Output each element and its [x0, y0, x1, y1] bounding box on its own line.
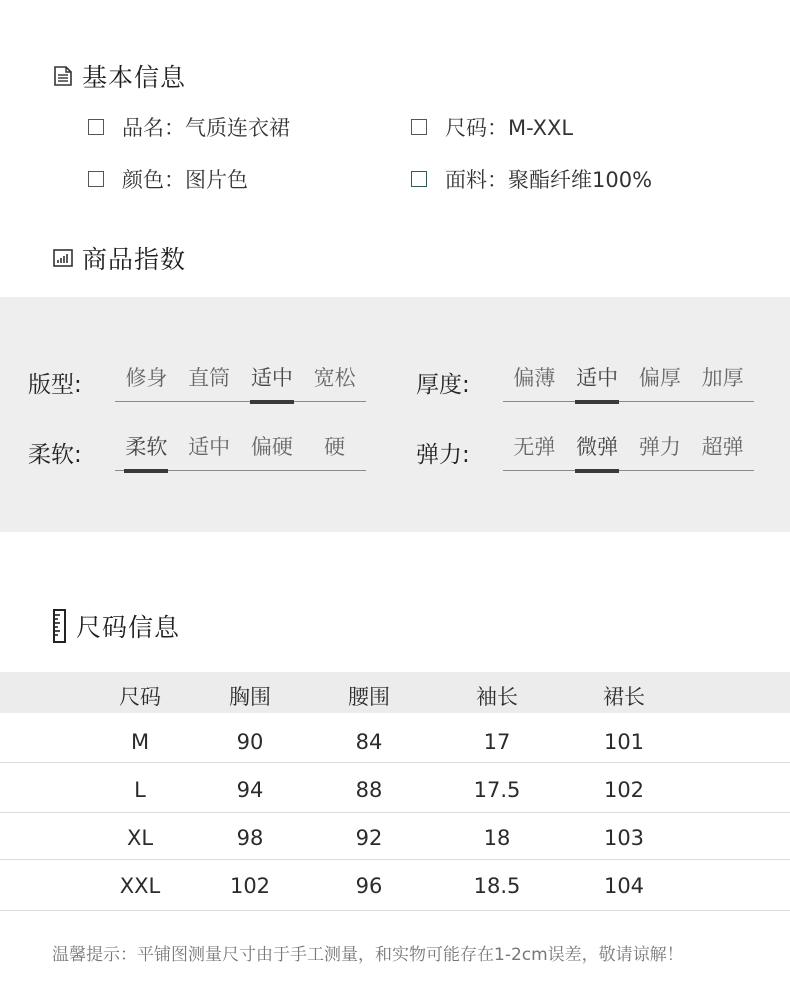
table-cell: 101 [603, 730, 645, 754]
basic-info-title: 基本信息 [82, 63, 187, 92]
index-options-thickness [503, 361, 754, 402]
index-option: 适中 [188, 435, 231, 459]
index-option: 加厚 [701, 366, 744, 390]
bar-chart-icon [52, 247, 74, 269]
index-label-elasticity: 弹力: [416, 442, 470, 468]
index-option: 偏薄 [513, 366, 556, 390]
index-option: 适中 [241, 361, 304, 401]
table-header-cell: 袖长 [476, 685, 518, 709]
selected-indicator [575, 469, 619, 473]
table-cell: 18 [483, 826, 511, 850]
selected-indicator [124, 469, 168, 473]
index-option: 偏厚 [638, 366, 681, 390]
index-label-thickness: 厚度: [416, 372, 470, 398]
document-icon [52, 65, 74, 87]
table-cell: XL [126, 826, 154, 850]
table-cell: 102 [603, 778, 645, 802]
table-cell: 96 [355, 874, 383, 898]
table-cell: 17 [483, 730, 511, 754]
table-cell: 84 [355, 730, 383, 754]
table-cell: 90 [236, 730, 264, 754]
index-label-fit: 版型: [28, 372, 82, 398]
table-row-divider [0, 812, 790, 813]
info-item-size [411, 112, 573, 142]
table-cell: 18.5 [473, 874, 521, 898]
index-title: 商品指数 [82, 245, 187, 274]
index-header [52, 240, 186, 276]
table-header-cell: 胸围 [229, 685, 271, 709]
table-header-cell: 尺码 [119, 685, 161, 709]
index-option: 柔软 [115, 430, 178, 470]
index-option: 宽松 [313, 366, 356, 390]
checkbox-icon [411, 119, 427, 135]
table-cell: 88 [355, 778, 383, 802]
index-option: 无弹 [513, 435, 556, 459]
table-cell: 102 [229, 874, 271, 898]
checkbox-icon [88, 171, 104, 187]
index-option: 直筒 [188, 366, 231, 390]
table-cell: L [134, 778, 146, 802]
info-item-color [88, 164, 248, 194]
info-item-name [88, 112, 290, 142]
index-option: 微弹 [566, 430, 629, 470]
info-item-label: 颜色：图片色 [122, 168, 248, 192]
table-cell: 98 [236, 826, 264, 850]
tip-text: 温馨提示：平铺图测量尺寸由于手工测量，和实物可能存在1-2cm误差，敬请谅解！ [52, 945, 684, 965]
info-item-label: 品名：气质连衣裙 [122, 116, 290, 140]
index-option: 弹力 [638, 435, 681, 459]
table-row-divider [0, 859, 790, 860]
table-row-divider [0, 910, 790, 911]
index-panel [0, 297, 790, 532]
basic-info-header [52, 58, 186, 94]
index-options-softness [115, 430, 366, 471]
info-item-label: 尺码：M-XXL [445, 116, 574, 140]
table-cell: 103 [603, 826, 645, 850]
info-item-label: 面料：聚酯纤维100% [445, 168, 653, 192]
index-option: 超弹 [701, 435, 744, 459]
info-item-fabric [411, 164, 652, 194]
size-title: 尺码信息 [76, 613, 181, 642]
index-option: 适中 [566, 361, 629, 401]
index-option: 硬 [324, 435, 346, 459]
index-options-fit [115, 361, 366, 402]
index-label-softness: 柔软: [28, 442, 82, 468]
table-header-cell: 裙长 [603, 685, 645, 709]
table-cell: XXL [119, 874, 161, 898]
index-options-elasticity [503, 430, 754, 471]
index-option: 偏硬 [250, 435, 293, 459]
table-cell: M [130, 730, 150, 754]
selected-indicator [250, 400, 294, 404]
size-header [52, 608, 180, 644]
table-header-cell: 腰围 [348, 685, 390, 709]
checkbox-icon [88, 119, 104, 135]
index-option: 修身 [125, 366, 168, 390]
selected-indicator [575, 400, 619, 404]
table-row-divider [0, 762, 790, 763]
table-cell: 94 [236, 778, 264, 802]
table-cell: 17.5 [473, 778, 521, 802]
ruler-icon [52, 609, 68, 643]
table-cell: 104 [603, 874, 645, 898]
table-cell: 92 [355, 826, 383, 850]
checkbox-icon [411, 171, 427, 187]
